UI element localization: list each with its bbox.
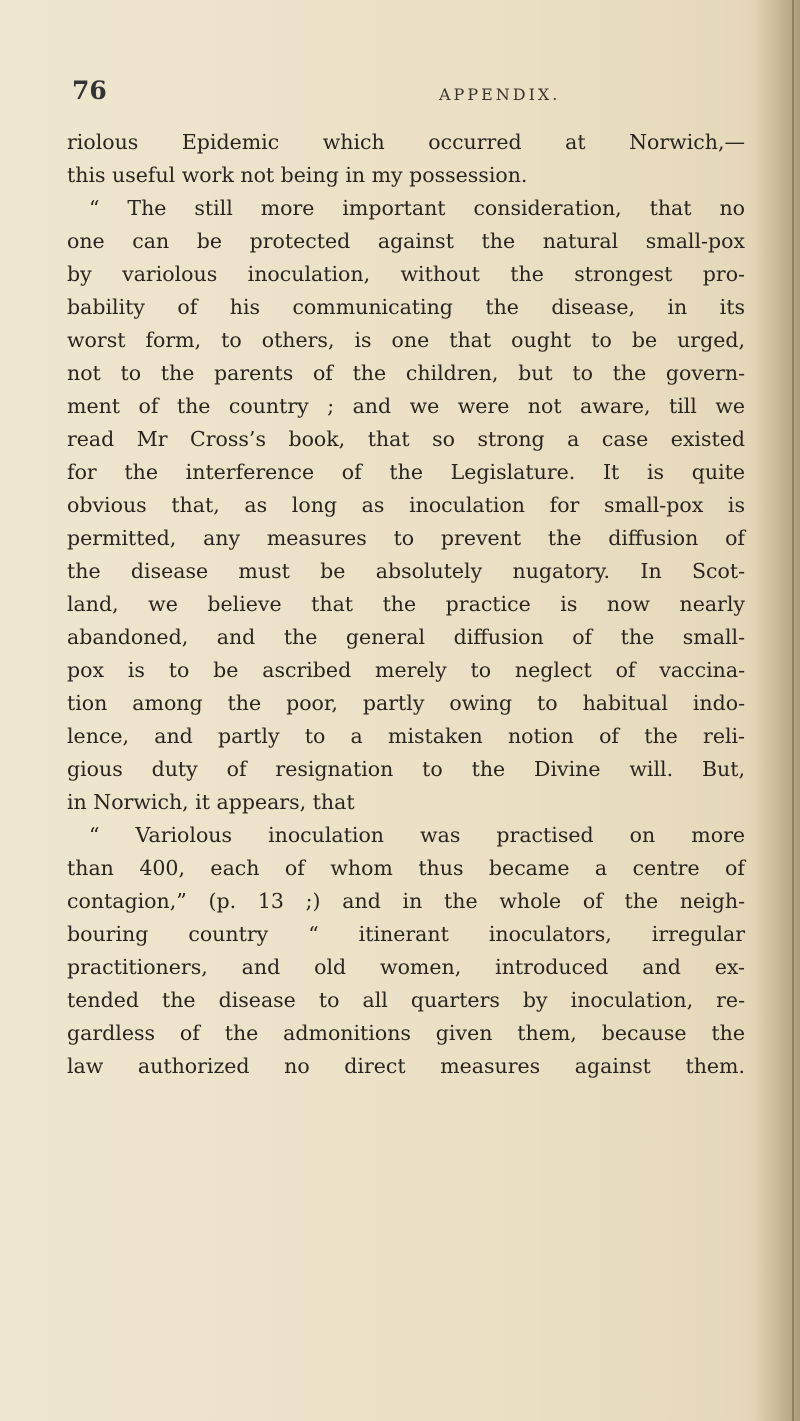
text-line: gious duty of resignation to the Divine will. But, [67,757,745,781]
text-line: the disease must be absolutely nugatory. In Scot- [67,559,745,583]
text-line: tion among the poor, partly owing to habitual indo- [67,691,745,715]
text-line: one can be protected against the natural small-pox [67,229,745,253]
text-line: abandoned, and the general diffusion of the small- [67,625,745,649]
text-line: by variolous inoculation, without the strongest pro- [67,262,745,286]
text-line: “ Variolous inoculation was practised on more [89,823,745,847]
text-line: contagion,” (p. 13 ;) and in the whole of the neigh- [67,889,745,913]
text-line: practitioners, and old women, introduced and ex- [67,955,745,979]
text-line: tended the disease to all quarters by inoculation, re- [67,988,745,1012]
text-line: in Norwich, it appears, that [67,790,355,814]
text-line: this useful work not being in my possession. [67,163,528,187]
text-line: gardless of the admonitions given them, because the [67,1021,745,1045]
page-header [72,76,772,108]
text-line: ment of the country ; and we were not aware, till we [67,394,745,418]
text-line: bouring country “ itinerant inoculators, irregular [67,922,745,946]
text-line: riolous Epidemic which occurred at Norwich,— [67,130,745,154]
text-line: obvious that, as long as inoculation for small-pox is [67,493,745,517]
text-line: worst form, to others, is one that ought to be urged, [67,328,745,352]
text-line: for the interference of the Legislature. It is quite [67,460,745,484]
text-line: than 400, each of whom thus became a centre of [67,856,745,880]
text-line: permitted, any measures to prevent the diffusion of [67,526,745,550]
text-line: read Mr Cross’s book, that so strong a case existed [67,427,745,451]
text-line: lence, and partly to a mistaken notion of the reli- [67,724,745,748]
text-line: bability of his communicating the disease, in its [67,295,745,319]
running-head: APPENDIX. [439,85,561,104]
text-line: “ The still more important consideration, that no [89,196,745,220]
text-line: land, we believe that the practice is now nearly [67,592,745,616]
text-line: not to the parents of the children, but to the govern- [67,361,745,385]
body-text [67,126,745,1083]
page-edge-line [792,0,794,1421]
text-line: law authorized no direct measures against them. [67,1054,745,1078]
page-number: 76 [72,76,107,105]
text-line: pox is to be ascribed merely to neglect of vaccina- [67,658,745,682]
